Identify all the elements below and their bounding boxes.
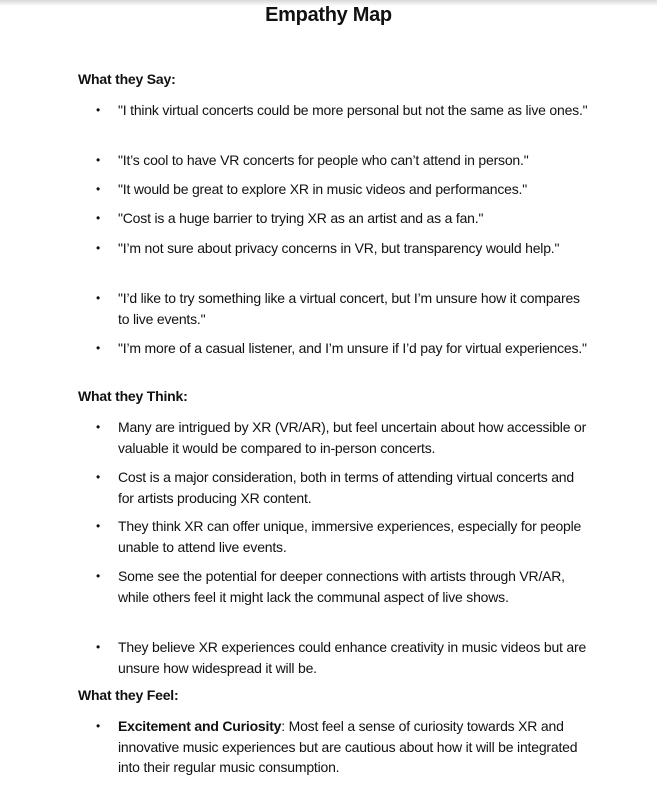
page-title: Empathy Map bbox=[265, 4, 392, 26]
list-item: • "I’m not sure about privacy concerns in VR, but transparency would help." bbox=[118, 238, 588, 259]
section-heading-say: What they Say: bbox=[78, 71, 176, 87]
bullet-icon: • bbox=[96, 719, 101, 733]
list-item: • "It’s cool to have VR concerts for people who can’t attend in person." bbox=[118, 150, 588, 171]
bullet-icon: • bbox=[96, 153, 101, 167]
bullet-icon: • bbox=[96, 640, 101, 654]
list-item: • "I think virtual concerts could be more personal but not the same as live ones." bbox=[118, 100, 588, 121]
bullet-icon: • bbox=[96, 182, 101, 196]
list-item: • They think XR can offer unique, immersive experiences, especially for people unable to attend live events. bbox=[96, 518, 582, 555]
list-item: • Excitement and Curiosity: Most feel a sense of curiosity towards XR and innovative music experiences but are cautious about how it will be integrated into their regular music consumption. bbox=[96, 718, 578, 775]
list-item: • Cost is a major consideration, both in terms of attending virtual concerts and for artists producing XR content. bbox=[96, 469, 574, 506]
bullet-icon: • bbox=[96, 241, 101, 255]
feeling-label: Excitement and Curiosity bbox=[118, 718, 282, 734]
list-item: • "It would be great to explore XR in music videos and performances." bbox=[118, 179, 588, 200]
bullet-icon: • bbox=[96, 103, 101, 117]
section-heading-feel: What they Feel: bbox=[78, 687, 179, 703]
list-item: • "I’d like to try something like a virtual concert, but I’m unsure how it compares to live events." bbox=[96, 290, 580, 327]
bullet-icon: • bbox=[96, 519, 101, 533]
list-item: • "I’m more of a casual listener, and I’m unsure if I’d pay for virtual experiences." bbox=[118, 338, 588, 359]
bullet-icon: • bbox=[96, 420, 101, 434]
bullet-icon: • bbox=[96, 470, 101, 484]
bullet-icon: • bbox=[96, 569, 101, 583]
bullet-icon: • bbox=[96, 341, 101, 355]
bullet-icon: • bbox=[96, 291, 101, 305]
list-item: • Some see the potential for deeper connections with artists through VR/AR, while others feel it might lack the communal aspect of live shows. bbox=[96, 568, 565, 605]
list-item: • They believe XR experiences could enhance creativity in music videos but are unsure how widespread it will be. bbox=[96, 639, 587, 676]
list-item: • "Cost is a huge barrier to trying XR as an artist and as a fan." bbox=[118, 208, 588, 229]
section-heading-think: What they Think: bbox=[78, 388, 188, 404]
list-item: • Many are intrigued by XR (VR/AR), but feel uncertain about how accessible or valuable it would be compared to in-person concerts. bbox=[96, 419, 587, 456]
bullet-icon: • bbox=[96, 211, 101, 225]
